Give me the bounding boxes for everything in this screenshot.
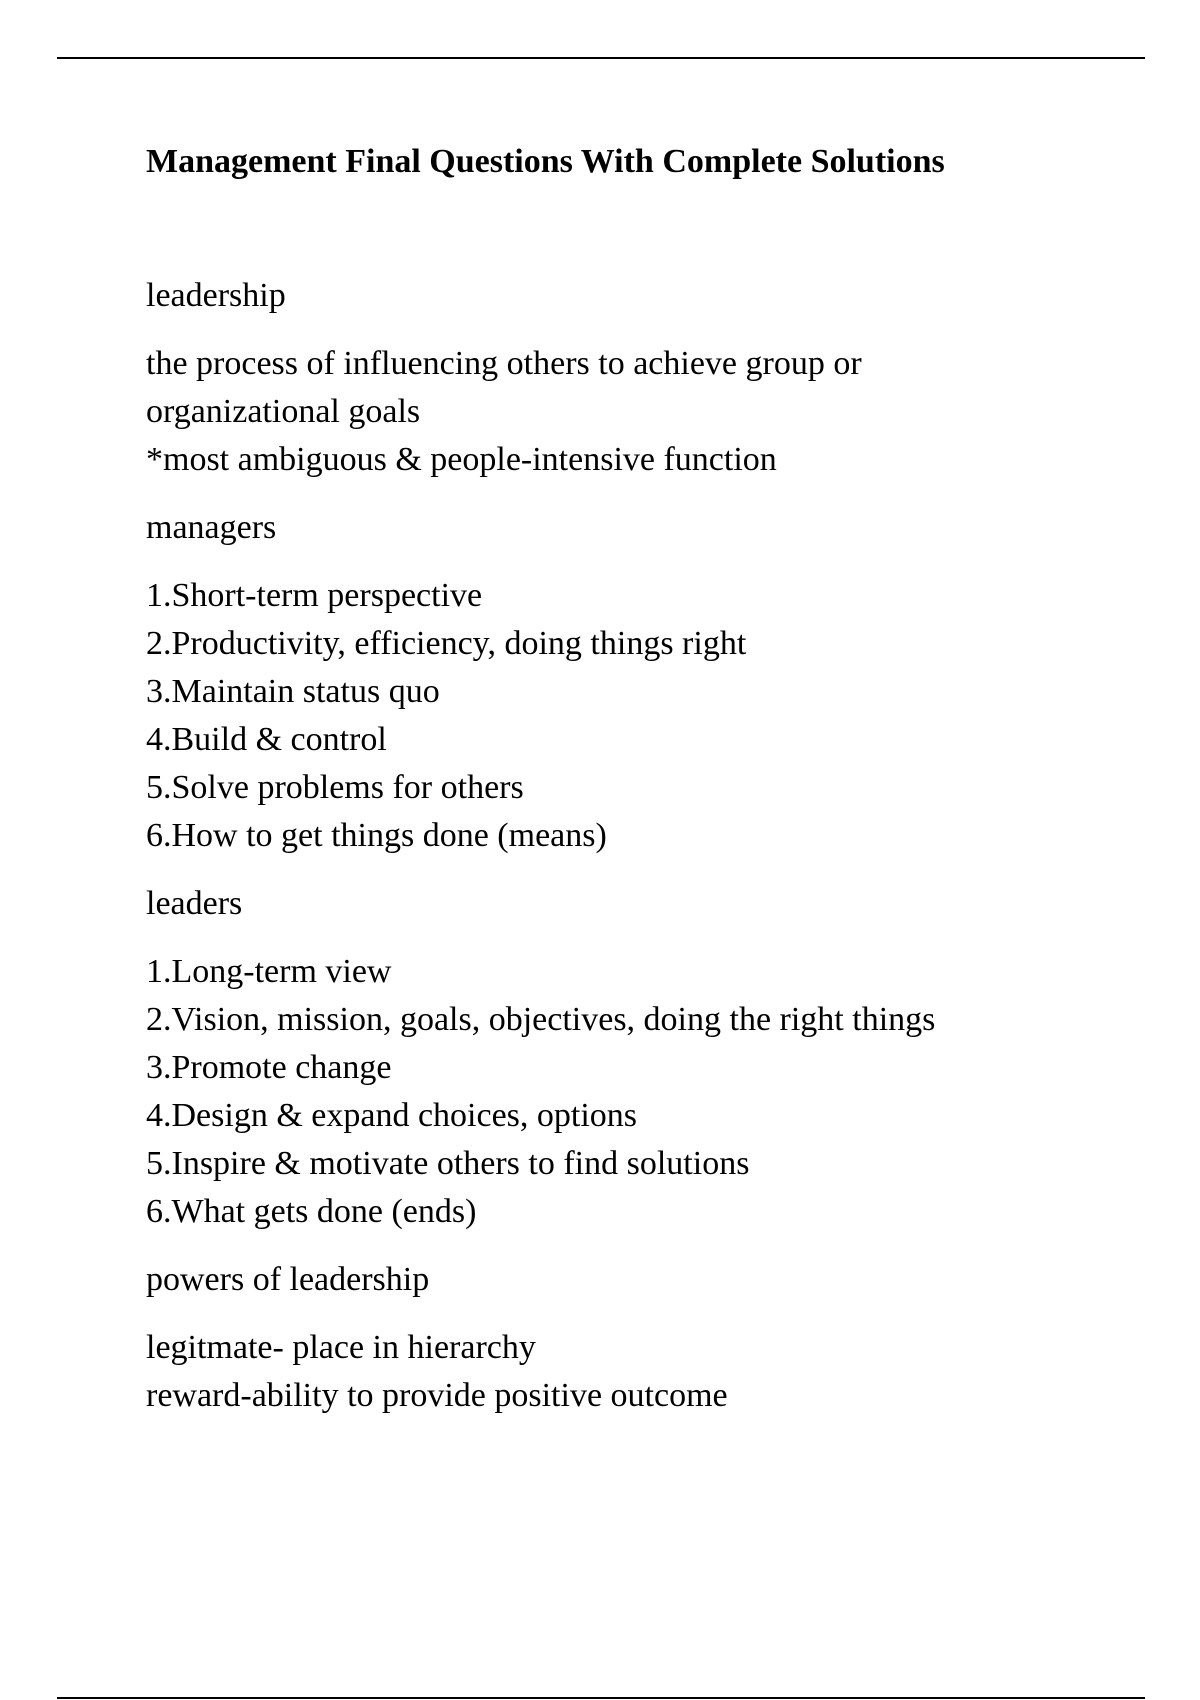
bottom-rule xyxy=(57,1697,1145,1699)
entry-term: powers of leadership xyxy=(146,1261,430,1298)
entry-term: leaders xyxy=(146,885,243,922)
entry-definition xyxy=(146,1324,1106,1420)
definition-line: 1.Long-term view xyxy=(146,953,392,990)
definition-line: 4.Build & control xyxy=(146,721,387,758)
entry-list xyxy=(146,272,1106,1420)
entry-term: leadership xyxy=(146,277,286,314)
entry-definition xyxy=(146,948,1106,1236)
document-title: Management Final Questions With Complete Solutions xyxy=(146,143,945,180)
entry-definition xyxy=(146,340,1106,484)
definition-line: reward-ability to provide positive outcome xyxy=(146,1377,728,1414)
entry-definition xyxy=(146,572,1106,860)
definition-line: *most ambiguous & people-intensive function xyxy=(146,441,777,478)
definition-line: 1.Short-term perspective xyxy=(146,577,483,614)
definition-line: organizational goals xyxy=(146,393,421,430)
definition-line: 5.Inspire & motivate others to find solutions xyxy=(146,1145,750,1182)
definition-line: legitmate- place in hierarchy xyxy=(146,1329,536,1366)
entry-term: managers xyxy=(146,509,277,546)
definition-line: 2.Productivity, efficiency, doing things right xyxy=(146,625,747,662)
top-rule xyxy=(57,57,1145,59)
definition-line: 3.Promote change xyxy=(146,1049,392,1086)
definition-line: 2.Vision, mission, goals, objectives, doing the right things xyxy=(146,1001,936,1038)
definition-line: 6.What gets done (ends) xyxy=(146,1193,477,1230)
definition-line: the process of influencing others to achieve group or xyxy=(146,345,862,382)
definition-line: 3.Maintain status quo xyxy=(146,673,440,710)
document-body xyxy=(146,140,1106,1440)
definition-line: 5.Solve problems for others xyxy=(146,769,524,806)
definition-line: 4.Design & expand choices, options xyxy=(146,1097,638,1134)
definition-line: 6.How to get things done (means) xyxy=(146,817,607,854)
